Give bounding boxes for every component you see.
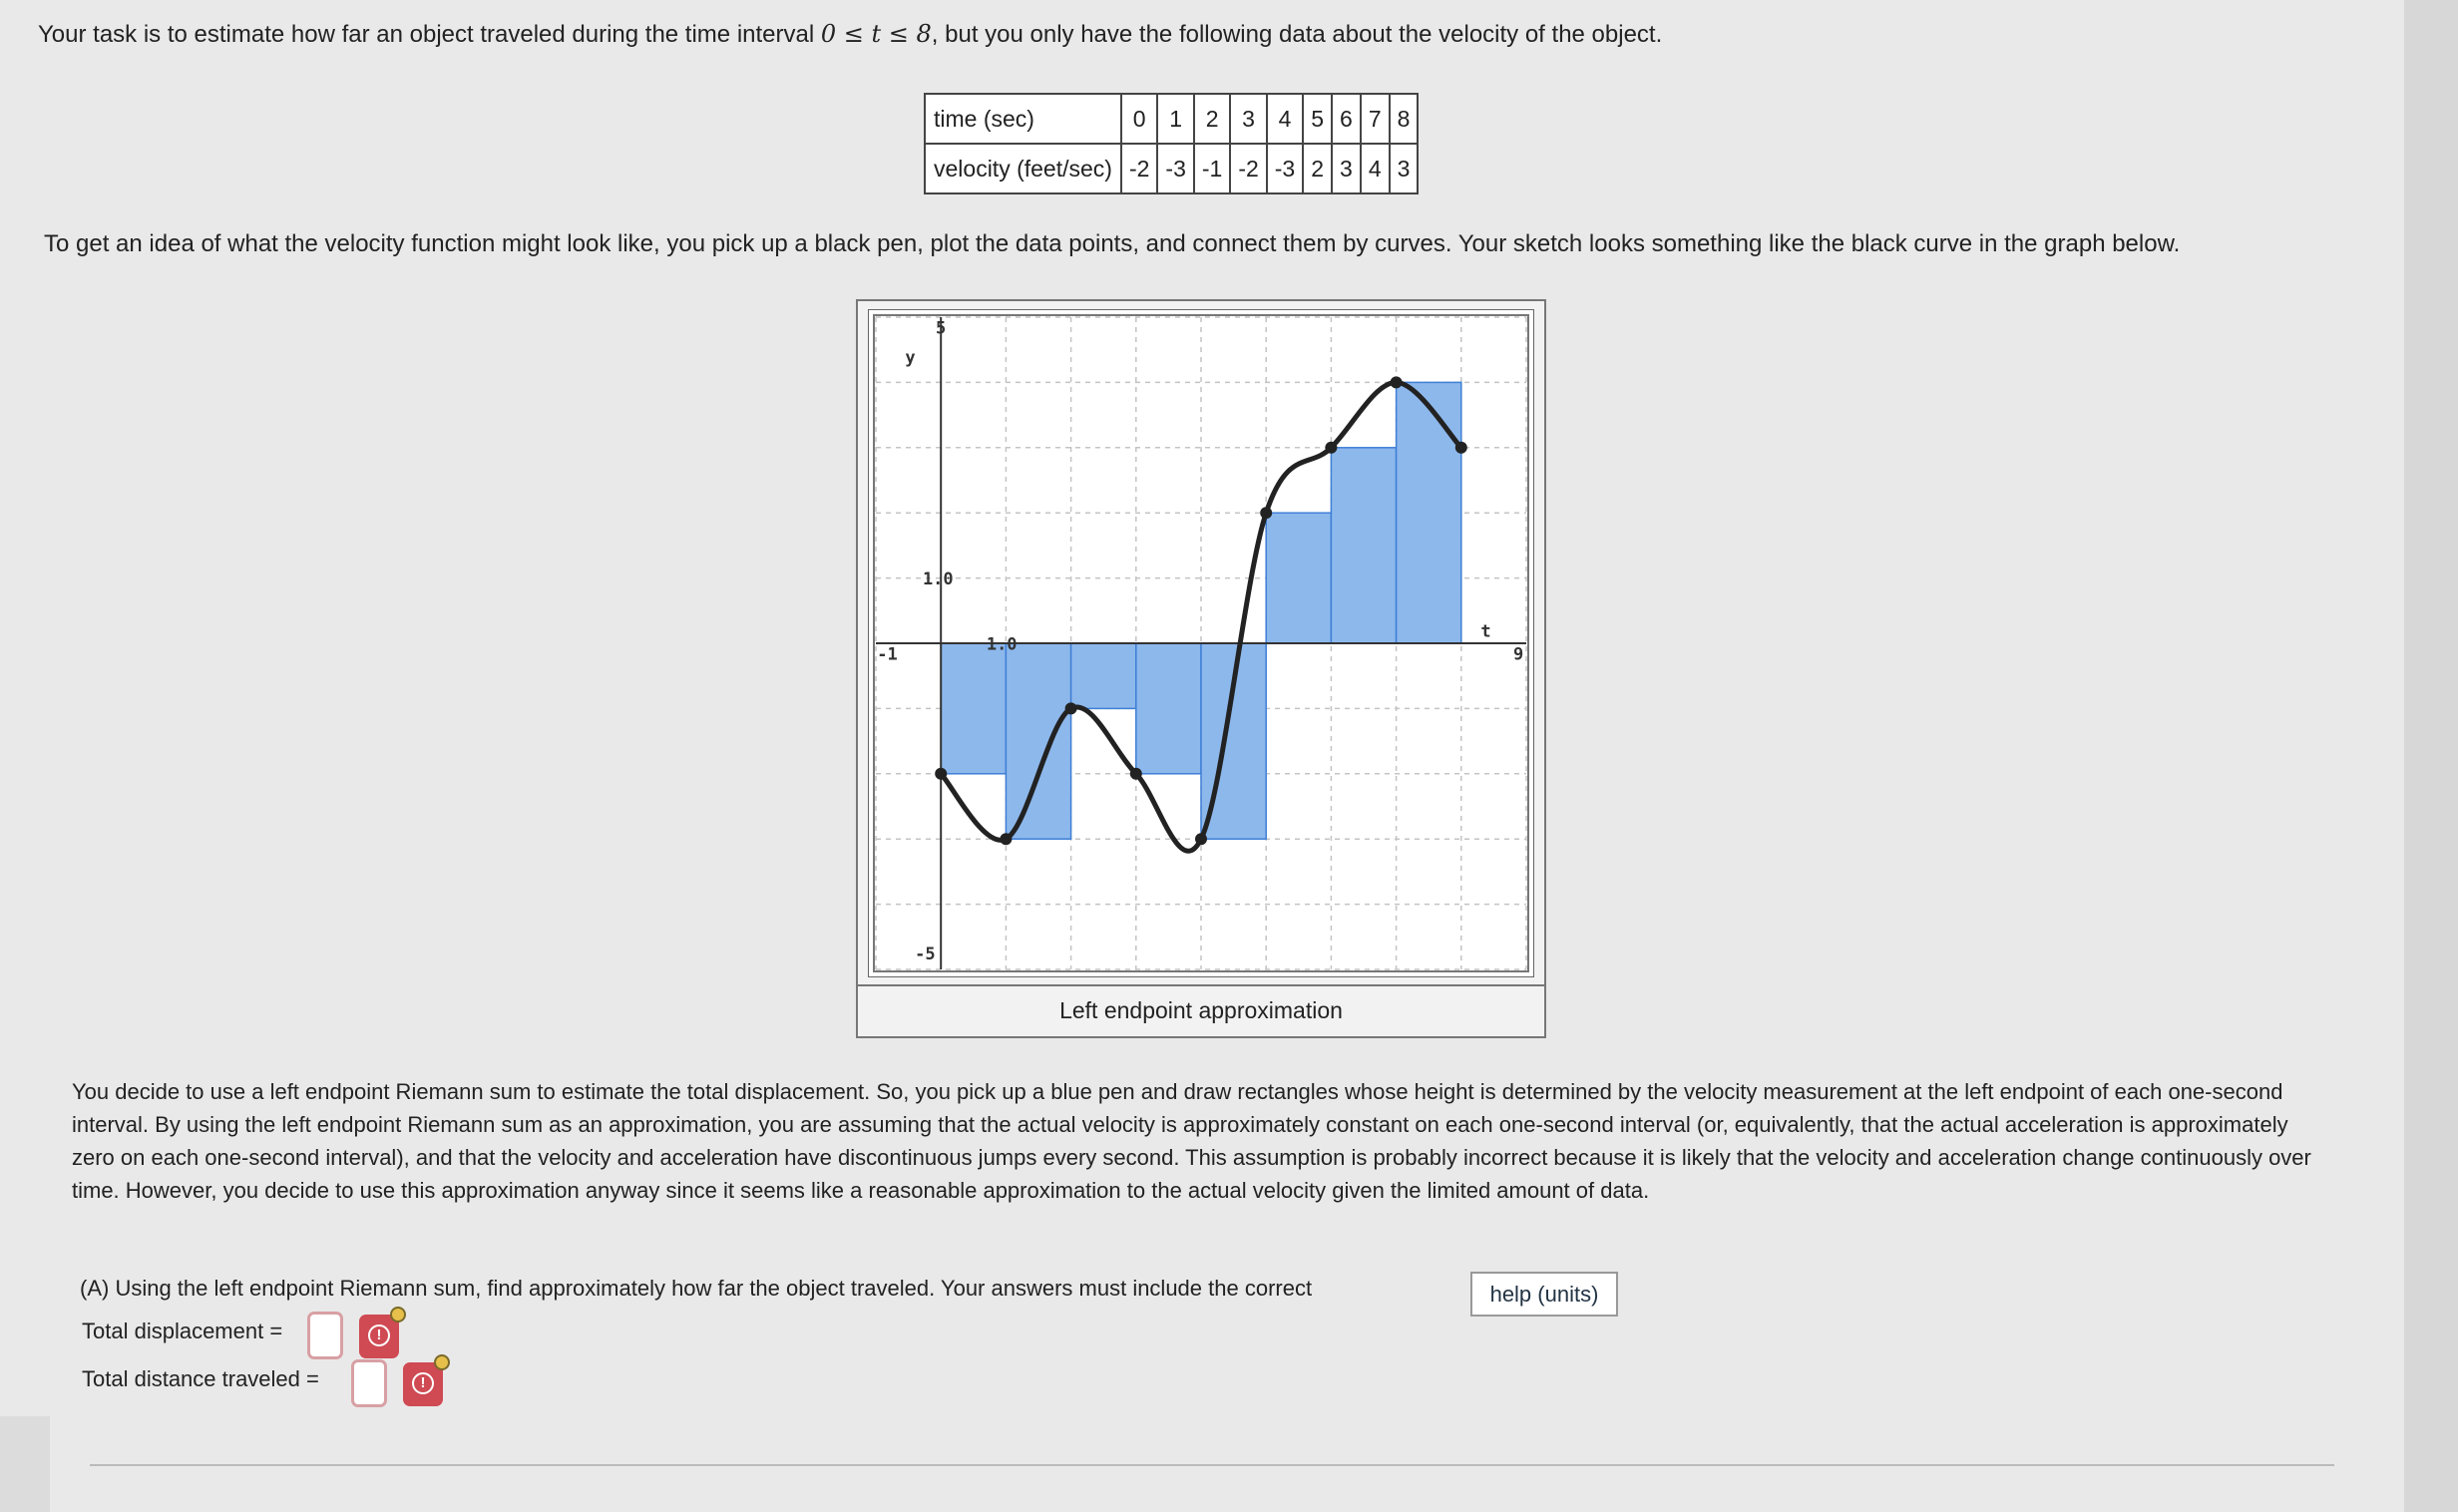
x-one-tick-label: 1.0: [986, 634, 1018, 655]
distance-input[interactable]: [351, 1359, 387, 1407]
x-max-tick-label: 9: [1512, 644, 1524, 665]
riemann-rectangle: [1397, 382, 1461, 643]
y-max-tick-label: 5: [935, 318, 947, 339]
help-units-button[interactable]: help (units): [1470, 1272, 1618, 1317]
intro-text: [38, 18, 1662, 51]
displacement-input[interactable]: [307, 1312, 343, 1359]
x-min-tick-label: -1: [877, 644, 898, 665]
t-axis-label: t: [1480, 621, 1491, 642]
graph-panel: [856, 299, 1546, 1038]
velocity-cell: 3: [1332, 144, 1361, 193]
y-min-tick-label: -5: [915, 945, 936, 965]
data-point: [1325, 442, 1337, 454]
velocity-table: [924, 93, 1419, 194]
velocity-row: [925, 144, 1418, 193]
time-cell: 2: [1194, 94, 1230, 144]
riemann-rectangle: [1266, 513, 1331, 643]
velocity-header: velocity (feet/sec): [925, 144, 1121, 193]
riemann-rectangle: [1136, 643, 1201, 774]
data-point: [935, 768, 947, 780]
y-axis-label: y: [905, 347, 916, 368]
riemann-rectangle: [1006, 643, 1070, 839]
time-cell: 5: [1303, 94, 1332, 144]
time-row: [925, 94, 1418, 144]
graph-caption: Left endpoint approximation: [858, 984, 1544, 1036]
time-cell: 3: [1230, 94, 1266, 144]
velocity-cell: -3: [1157, 144, 1193, 193]
data-point: [1455, 442, 1467, 454]
velocity-graph: [868, 309, 1534, 977]
intro-interval: 0 ≤ t ≤ 8: [820, 20, 932, 48]
displacement-label: Total displacement =: [82, 1319, 283, 1343]
time-cell: 4: [1267, 94, 1303, 144]
page-edge-strip-left: [0, 1416, 50, 1512]
velocity-cell: -2: [1121, 144, 1157, 193]
data-point: [1130, 768, 1142, 780]
data-point: [1260, 507, 1272, 519]
data-point: [1391, 376, 1403, 388]
warning-dot-icon: [390, 1307, 406, 1323]
time-cell: 1: [1157, 94, 1193, 144]
y-one-tick-label: 1.0: [922, 569, 954, 590]
data-point: [1195, 833, 1207, 845]
velocity-cell: 4: [1361, 144, 1390, 193]
velocity-cell: 2: [1303, 144, 1332, 193]
velocity-cell: -3: [1267, 144, 1303, 193]
velocity-cell: -1: [1194, 144, 1230, 193]
time-cell: 6: [1332, 94, 1361, 144]
velocity-cell: 3: [1390, 144, 1419, 193]
time-cell: 8: [1390, 94, 1419, 144]
intro-after: , but you only have the following data about the velocity of the object.: [931, 21, 1663, 48]
warning-dot-icon: [434, 1354, 450, 1370]
data-point: [1065, 702, 1077, 714]
time-cell: 0: [1121, 94, 1157, 144]
distance-warning-icon[interactable]: !: [403, 1362, 443, 1406]
velocity-cell: -2: [1230, 144, 1266, 193]
distance-label: Total distance traveled =: [82, 1366, 319, 1391]
riemann-rectangle: [1331, 448, 1396, 643]
riemann-rectangle: [941, 643, 1006, 774]
displacement-warning-icon[interactable]: !: [359, 1315, 399, 1358]
page-edge-strip: [2404, 0, 2458, 1512]
part-a-question: (A) Using the left endpoint Riemann sum, find approximately how far the object traveled. Your answers must include the correct: [80, 1276, 1313, 1301]
riemann-rectangle: [1071, 643, 1136, 708]
sketch-text: To get an idea of what the velocity function might look like, you pick up a black pen, plot the data points, and connect them by curves. Your sketch looks something like the black curve in the graph below.: [44, 230, 2181, 257]
intro-before: Your task is to estimate how far an object traveled during the time interval: [38, 21, 821, 48]
data-point: [1000, 833, 1012, 845]
time-cell: 7: [1361, 94, 1390, 144]
section-divider: [90, 1464, 2334, 1466]
time-header: time (sec): [925, 94, 1121, 144]
riemann-explanation: You decide to use a left endpoint Riemann sum to estimate the total displacement. So, you pick up a blue pen and draw rectangles whose height is determined by the velocity measurement at the left endpoint of each one-second interval. By using the left endpoint Riemann sum as an approximation, you are assuming that the actual velocity is approximately constant on each one-second interval (or, equivalently, that the actual acceleration is approximately zero on each one-second interval), and that the velocity and acceleration have discontinuous jumps every second. This assumption is probably incorrect because it is likely that the velocity and acceleration change continuously over time. However, you decide to use this approximation anyway since it seems like a reasonable approximation to the actual velocity given the limited amount of data.: [72, 1079, 2311, 1203]
